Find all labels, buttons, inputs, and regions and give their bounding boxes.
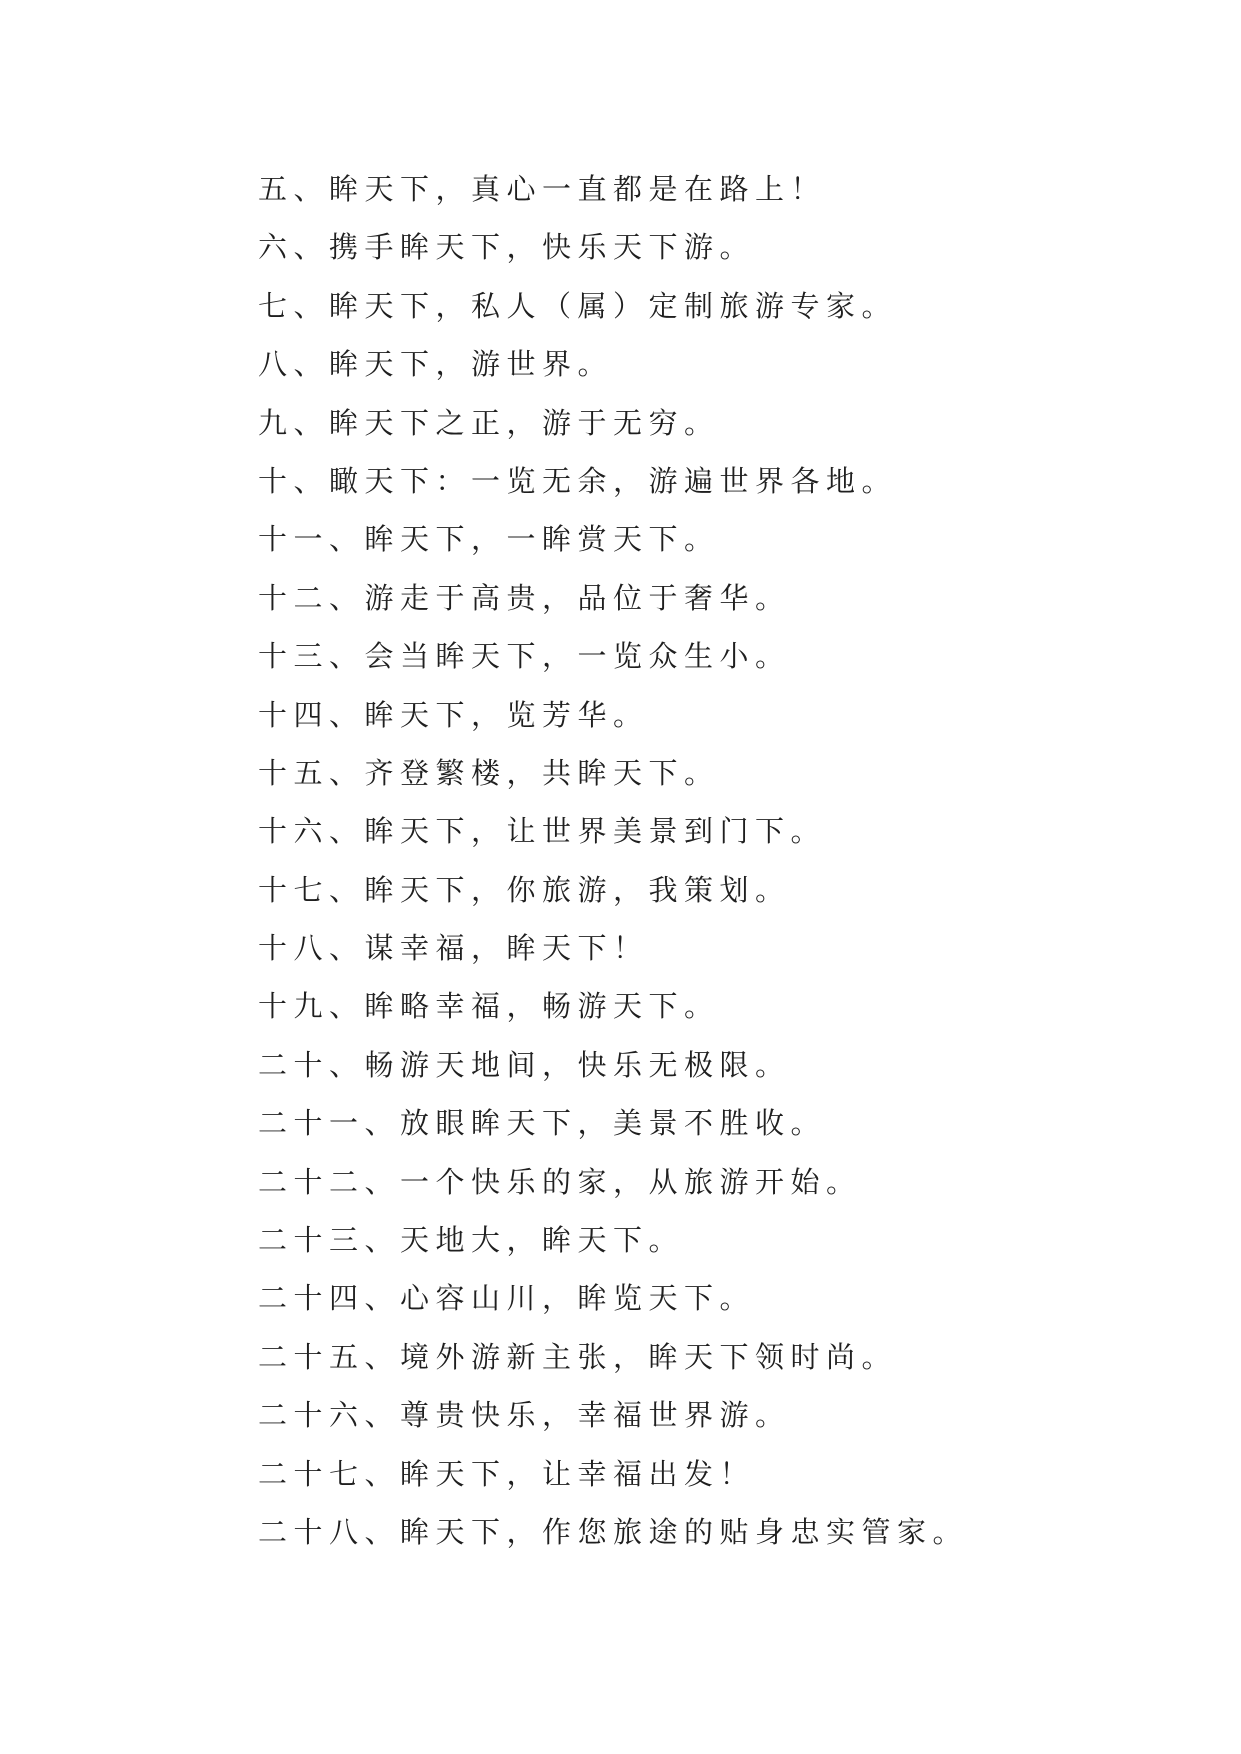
slogan-line: 十二、游走于高贵，品位于奢华。 <box>258 580 791 615</box>
slogan-line: 二十七、眸天下，让幸福出发！ <box>258 1456 756 1491</box>
slogan-line: 八、眸天下，游世界。 <box>258 347 614 382</box>
slogan-line: 十三、会当眸天下，一览众生小。 <box>258 639 791 674</box>
slogan-line: 六、携手眸天下，快乐天下游。 <box>258 230 756 265</box>
slogan-line: 二十八、眸天下，作您旅途的贴身忠实管家。 <box>258 1514 969 1549</box>
slogan-line: 七、眸天下，私人（属）定制旅游专家。 <box>258 288 898 323</box>
slogan-line: 二十、畅游天地间，快乐无极限。 <box>258 1047 791 1082</box>
slogan-line: 十一、眸天下，一眸赏天下。 <box>258 522 720 557</box>
slogan-line: 十八、谋幸福，眸天下！ <box>258 931 649 966</box>
slogan-line: 十七、眸天下，你旅游，我策划。 <box>258 872 791 907</box>
slogan-line: 十五、齐登繁楼，共眸天下。 <box>258 755 720 790</box>
slogan-line: 五、眸天下，真心一直都是在路上！ <box>258 172 827 206</box>
slogan-line: 二十二、一个快乐的家，从旅游开始。 <box>258 1164 862 1199</box>
slogan-line: 十、瞰天下：一览无余，游遍世界各地。 <box>258 463 898 498</box>
slogan-line: 十九、眸略幸福，畅游天下。 <box>258 989 720 1024</box>
slogan-line: 二十三、天地大，眸天下。 <box>258 1223 685 1258</box>
slogan-list <box>258 160 968 1561</box>
slogan-line: 二十六、尊贵快乐，幸福世界游。 <box>258 1398 791 1433</box>
slogan-line: 二十四、心容山川，眸览天下。 <box>258 1281 756 1316</box>
slogan-line: 九、眸天下之正，游于无穷。 <box>258 405 720 440</box>
slogan-line: 二十五、境外游新主张，眸天下领时尚。 <box>258 1339 898 1374</box>
slogan-line: 二十一、放眼眸天下，美景不胜收。 <box>258 1106 827 1141</box>
slogan-line: 十六、眸天下，让世界美景到门下。 <box>258 814 827 849</box>
slogan-line: 十四、眸天下，览芳华。 <box>258 697 649 732</box>
